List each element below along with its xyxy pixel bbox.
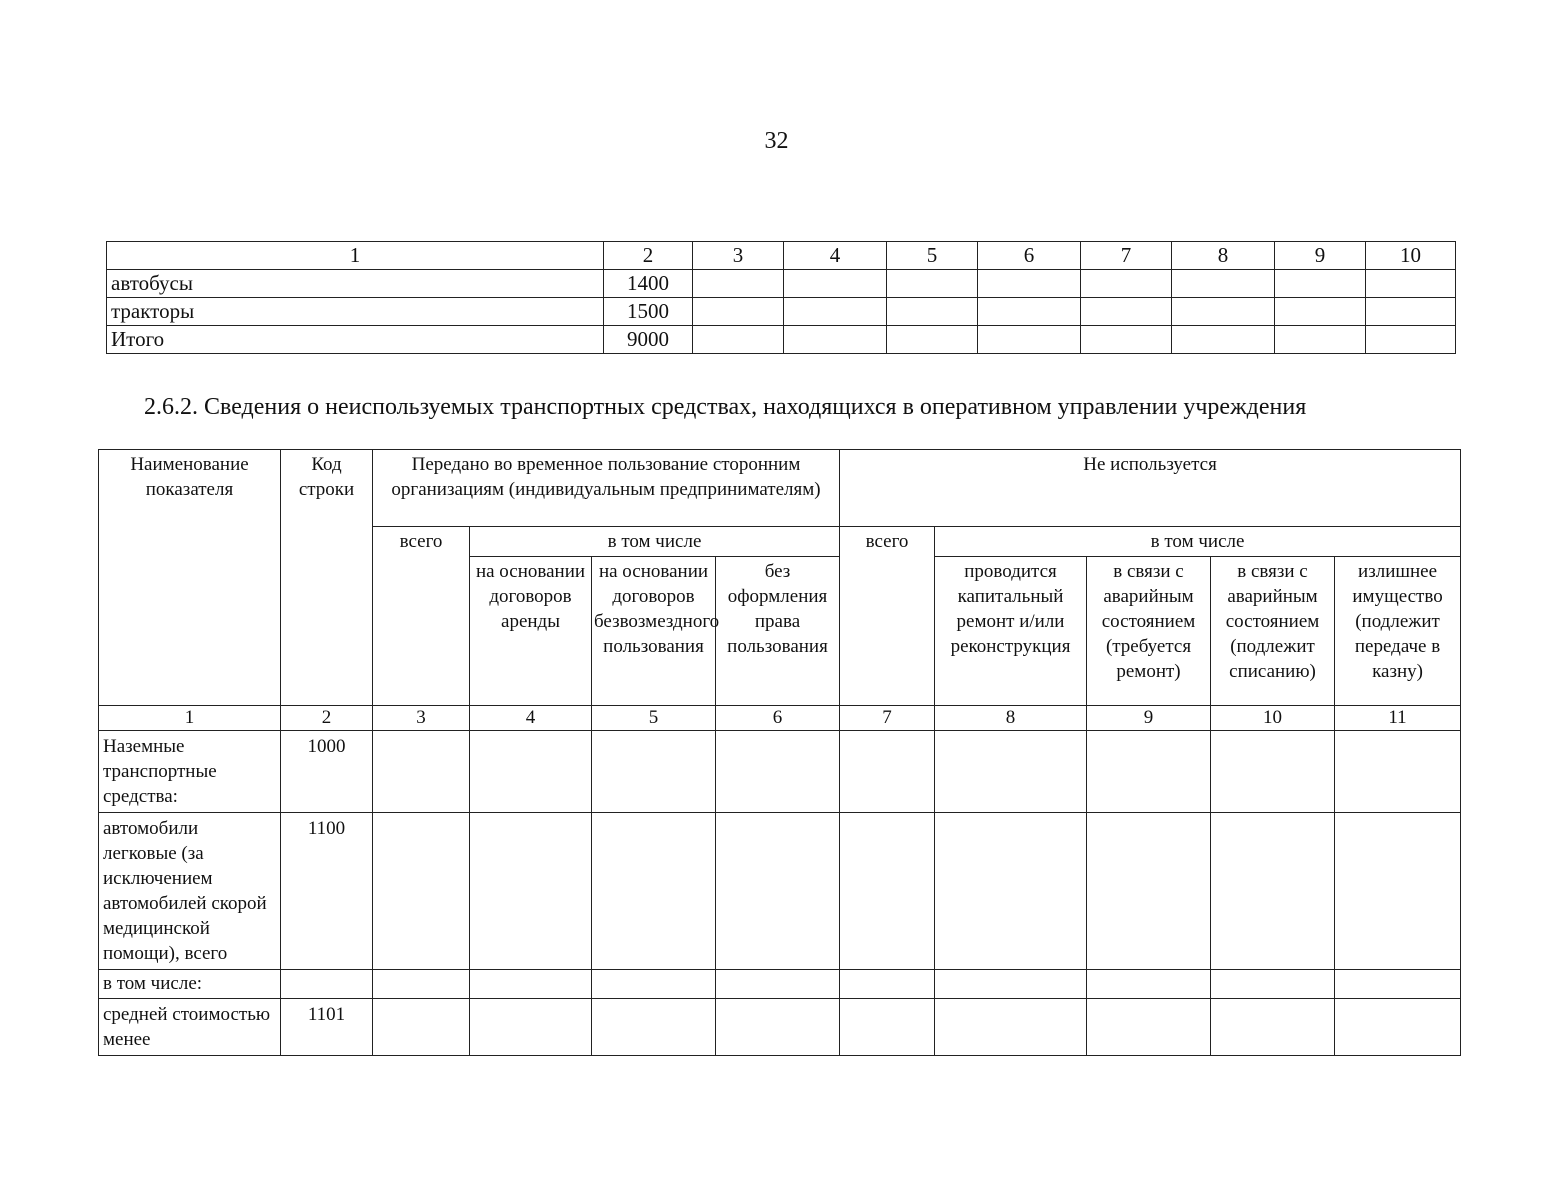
header-transferred-including: в том числе xyxy=(470,527,840,557)
header-surplus: излишнее имущество (подлежит передаче в казну) xyxy=(1335,557,1461,706)
empty-cell xyxy=(1211,970,1335,999)
column-number: 8 xyxy=(1172,242,1275,270)
row-name: тракторы xyxy=(107,298,604,326)
header-transferred-total: всего xyxy=(373,527,470,706)
table-row xyxy=(107,270,1456,298)
empty-cell xyxy=(592,813,716,970)
row-code xyxy=(281,970,373,999)
row-code: 1101 xyxy=(281,999,373,1056)
header-rent: на основании договоров аренды xyxy=(470,557,592,706)
top-table-header-row xyxy=(107,242,1456,270)
column-number: 5 xyxy=(592,706,716,731)
top-table xyxy=(106,241,1456,354)
empty-cell xyxy=(887,298,978,326)
header-transferred: Передано во временное пользование сторонним организациям (индивидуальным предпринимателям) xyxy=(373,450,840,527)
column-number: 7 xyxy=(840,706,935,731)
empty-cell xyxy=(693,270,784,298)
empty-cell xyxy=(1275,298,1366,326)
empty-cell xyxy=(470,731,592,813)
row-name: в том числе: xyxy=(99,970,281,999)
empty-cell xyxy=(935,731,1087,813)
empty-cell xyxy=(935,813,1087,970)
empty-cell xyxy=(887,270,978,298)
header-not-used-total: всего xyxy=(840,527,935,706)
empty-cell xyxy=(373,999,470,1056)
main-table xyxy=(98,449,1461,1056)
column-number: 9 xyxy=(1087,706,1211,731)
header-accident-repair: в связи с аварийным состоянием (требуется ремонт) xyxy=(1087,557,1211,706)
row-name: Итого xyxy=(107,326,604,354)
empty-cell xyxy=(840,731,935,813)
row-code: 9000 xyxy=(604,326,693,354)
empty-cell xyxy=(1366,270,1456,298)
column-number: 4 xyxy=(784,242,887,270)
empty-cell xyxy=(470,999,592,1056)
table-row xyxy=(99,731,1461,813)
header-name: Наименование показателя xyxy=(99,450,281,706)
empty-cell xyxy=(978,270,1081,298)
empty-cell xyxy=(1172,326,1275,354)
table-row xyxy=(107,326,1456,354)
empty-cell xyxy=(1081,326,1172,354)
empty-cell xyxy=(1211,999,1335,1056)
empty-cell xyxy=(1087,970,1211,999)
table-row xyxy=(107,298,1456,326)
empty-cell xyxy=(1211,731,1335,813)
table-row xyxy=(99,970,1461,999)
empty-cell xyxy=(1087,731,1211,813)
row-name: средней стоимостью менее xyxy=(99,999,281,1056)
header-not-used: Не используется xyxy=(840,450,1461,527)
empty-cell xyxy=(935,970,1087,999)
empty-cell xyxy=(1087,999,1211,1056)
header-repair: проводится капитальный ремонт и/или реконструкция xyxy=(935,557,1087,706)
column-number: 5 xyxy=(887,242,978,270)
empty-cell xyxy=(716,999,840,1056)
header-not-used-including: в том числе xyxy=(935,527,1461,557)
empty-cell xyxy=(840,999,935,1056)
empty-cell xyxy=(693,298,784,326)
empty-cell xyxy=(978,298,1081,326)
empty-cell xyxy=(840,813,935,970)
empty-cell xyxy=(1335,731,1461,813)
empty-cell xyxy=(1172,298,1275,326)
section-title: 2.6.2. Сведения о неиспользуемых транспортных средствах, находящихся в оперативном управлении учреждения xyxy=(144,394,1307,420)
column-number: 8 xyxy=(935,706,1087,731)
empty-cell xyxy=(1081,298,1172,326)
row-code: 1500 xyxy=(604,298,693,326)
empty-cell xyxy=(1172,270,1275,298)
column-numbers-row xyxy=(99,706,1461,731)
empty-cell xyxy=(592,970,716,999)
empty-cell xyxy=(1335,813,1461,970)
empty-cell xyxy=(1366,326,1456,354)
column-number: 9 xyxy=(1275,242,1366,270)
empty-cell xyxy=(716,970,840,999)
empty-cell xyxy=(1275,270,1366,298)
empty-cell xyxy=(1087,813,1211,970)
empty-cell xyxy=(784,270,887,298)
header-free-use: на основании договоров безвозмездного пользования xyxy=(592,557,716,706)
column-number: 11 xyxy=(1335,706,1461,731)
row-name: Наземные транспортные средства: xyxy=(99,731,281,813)
header-accident-writeoff: в связи с аварийным состоянием (подлежит списанию) xyxy=(1211,557,1335,706)
empty-cell xyxy=(470,813,592,970)
empty-cell xyxy=(693,326,784,354)
empty-cell xyxy=(1275,326,1366,354)
empty-cell xyxy=(1081,270,1172,298)
empty-cell xyxy=(1211,813,1335,970)
row-name: автобусы xyxy=(107,270,604,298)
page-number: 32 xyxy=(764,128,789,154)
column-number: 1 xyxy=(107,242,604,270)
row-code: 1400 xyxy=(604,270,693,298)
column-number: 3 xyxy=(373,706,470,731)
empty-cell xyxy=(373,970,470,999)
empty-cell xyxy=(470,970,592,999)
column-number: 6 xyxy=(716,706,840,731)
column-number: 2 xyxy=(281,706,373,731)
empty-cell xyxy=(716,731,840,813)
empty-cell xyxy=(784,326,887,354)
row-code: 1000 xyxy=(281,731,373,813)
column-number: 2 xyxy=(604,242,693,270)
header-code: Код строки xyxy=(281,450,373,706)
header-row-1 xyxy=(99,450,1461,527)
row-name: автомобили легковые (за исключением автомобилей скорой медицинской помощи), всего xyxy=(99,813,281,970)
column-number: 10 xyxy=(1366,242,1456,270)
empty-cell xyxy=(1335,970,1461,999)
empty-cell xyxy=(373,731,470,813)
column-number: 1 xyxy=(99,706,281,731)
empty-cell xyxy=(592,999,716,1056)
column-number: 4 xyxy=(470,706,592,731)
column-number: 7 xyxy=(1081,242,1172,270)
column-number: 6 xyxy=(978,242,1081,270)
empty-cell xyxy=(1335,999,1461,1056)
empty-cell xyxy=(592,731,716,813)
empty-cell xyxy=(935,999,1087,1056)
row-code: 1100 xyxy=(281,813,373,970)
column-number: 10 xyxy=(1211,706,1335,731)
empty-cell xyxy=(784,298,887,326)
empty-cell xyxy=(978,326,1081,354)
column-number: 3 xyxy=(693,242,784,270)
table-row xyxy=(99,813,1461,970)
table-row xyxy=(99,999,1461,1056)
empty-cell xyxy=(1366,298,1456,326)
empty-cell xyxy=(887,326,978,354)
empty-cell xyxy=(373,813,470,970)
empty-cell xyxy=(840,970,935,999)
header-no-doc: без оформления права пользования xyxy=(716,557,840,706)
empty-cell xyxy=(716,813,840,970)
